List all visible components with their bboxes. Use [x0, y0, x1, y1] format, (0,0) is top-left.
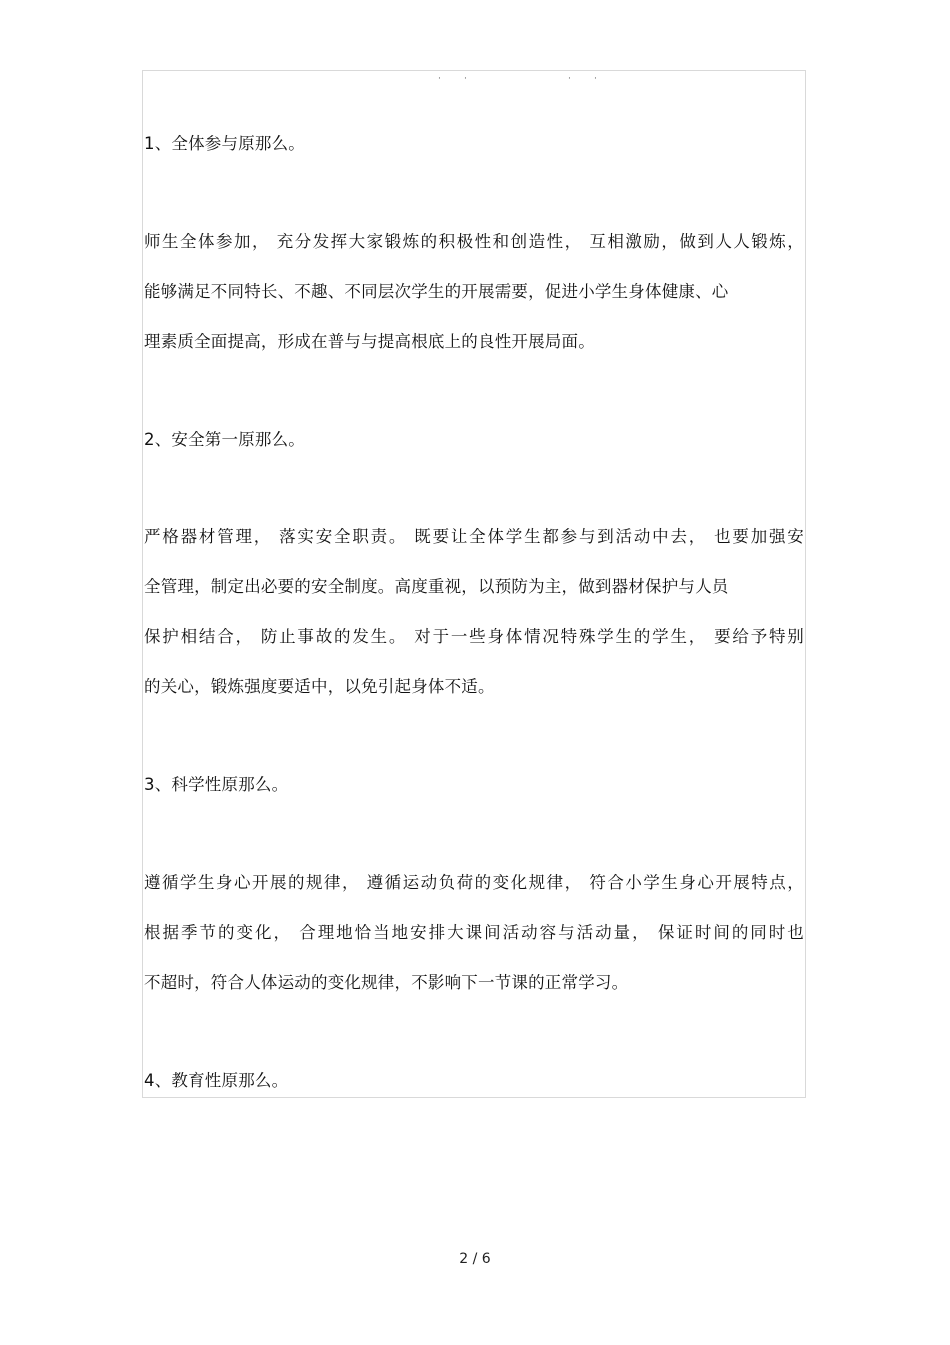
- page-indicator: 2 / 6: [459, 1251, 491, 1267]
- header-dots: [0, 72, 950, 86]
- paragraph-line: 不超时，符合人体运动的变化规律，不影响下一节课的正常学习。: [144, 973, 629, 992]
- paragraph-line: 保护相结合， 防止事故的发生。 对于一些身体情况特殊学生的学生， 要给予特别: [144, 627, 804, 646]
- header-dot: ·: [438, 74, 441, 84]
- section-heading: 3、科学性原那么。: [144, 775, 289, 794]
- paragraph-line: 遵循学生身心开展的规律， 遵循运动负荷的变化规律， 符合小学生身心开展特点，: [144, 873, 804, 892]
- paragraph-line: 严格器材管理， 落实安全职责。 既要让全体学生都参与到活动中去， 也要加强安: [144, 527, 804, 546]
- paragraph-line: 师生全体参加， 充分发挥大家锻炼的积极性和创造性， 互相激励，做到人人锻炼，: [144, 232, 804, 251]
- section-heading: 1、全体参与原那么。: [144, 134, 305, 153]
- header-dot: ·: [568, 74, 571, 84]
- header-dot: ·: [594, 74, 597, 84]
- paragraph-line: 根据季节的变化， 合理地恰当地安排大课间活动容与活动量， 保证时间的同时也: [144, 923, 804, 942]
- paragraph-line: 的关心，锻炼强度要适中，以免引起身体不适。: [144, 677, 495, 696]
- header-dot: ·: [464, 74, 467, 84]
- section-heading: 4、教育性原那么。: [144, 1071, 289, 1090]
- section-heading: 2、安全第一原那么。: [144, 430, 305, 449]
- paragraph-line: 全管理，制定出必要的安全制度。高度重视，以预防为主，做到器材保护与人员: [144, 577, 729, 596]
- paragraph-line: 理素质全面提高，形成在普与与提高根底上的良性开展局面。: [144, 332, 595, 351]
- paragraph-line: 能够满足不同特长、不趣、不同层次学生的开展需要，促进小学生身体健康、心: [144, 282, 729, 301]
